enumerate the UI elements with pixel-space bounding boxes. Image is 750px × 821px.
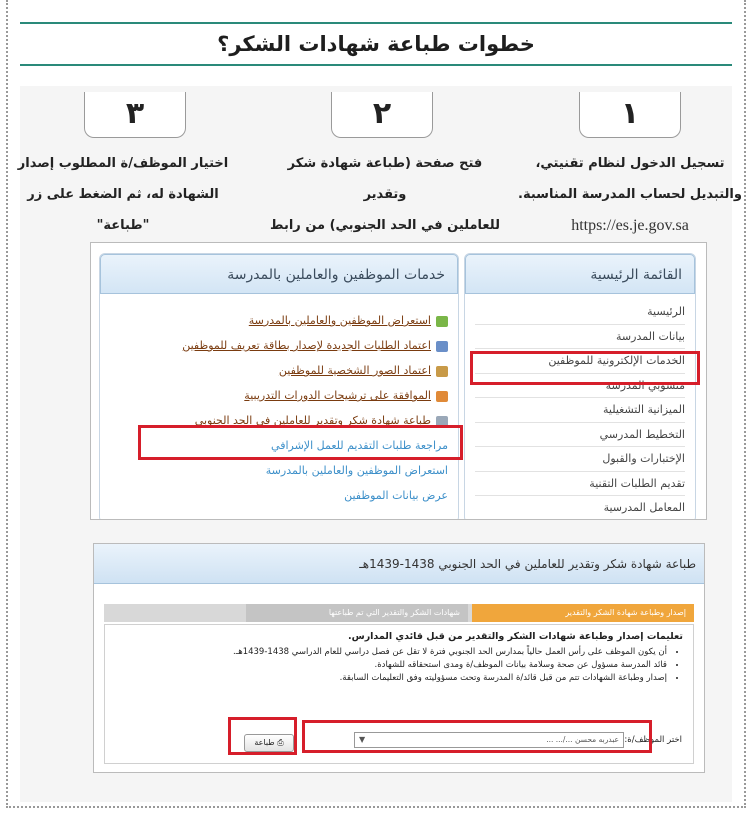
service-item-staff-data[interactable]: عرض بيانات الموظفين bbox=[344, 489, 448, 502]
print-tabs bbox=[104, 604, 694, 622]
step-3-line-3: "طباعة" bbox=[96, 218, 150, 233]
print-button-label: طباعة bbox=[254, 738, 275, 747]
service-link-label[interactable]: طباعة شهادة شكر وتقدير للعاملين في الحد الجنوبي bbox=[194, 414, 431, 427]
service-link-training[interactable] bbox=[110, 383, 448, 408]
service-link-staff[interactable] bbox=[110, 308, 448, 333]
instruction-item: • إصدار وطباعة الشهادات تتم من قبل قائد/ة المدرسة وتحت مسؤوليته وفق التعليمات السابقة. bbox=[115, 672, 667, 685]
menu-item-eservices[interactable]: الخدمات الإلكترونية للموظفين bbox=[475, 349, 685, 374]
step-2-number: ٢ bbox=[331, 92, 433, 138]
menu-item-planning[interactable]: التخطيط المدرسي bbox=[475, 423, 685, 448]
services-panel-title: خدمات الموظفين والعاملين بالمدرسة bbox=[100, 254, 458, 294]
highlight-certificate-link bbox=[138, 425, 463, 460]
service-link-label[interactable]: الموافقة على ترشيحات الدورات التدريبية bbox=[244, 389, 431, 402]
step-1-line-2: والتبديل لحساب المدرسة المناسبة. bbox=[518, 187, 742, 202]
menu-item-labs[interactable]: المعامل المدرسية bbox=[475, 496, 685, 520]
page-title-bar bbox=[20, 22, 732, 66]
step-1-number: ١ bbox=[579, 92, 681, 138]
service-link-label[interactable]: اعتماد الصور الشخصية للموظفين bbox=[278, 364, 431, 377]
menu-item-home[interactable]: الرئيسية bbox=[475, 300, 685, 325]
employee-select-label: اختر الموظف/ة: bbox=[624, 735, 682, 745]
step-1-line-1: تسجيل الدخول لنظام تقنيتي، bbox=[535, 156, 725, 171]
step-2-line-1: فتح صفحة (طباعة شهادة شكر وتقدير bbox=[287, 156, 483, 202]
id-card-icon bbox=[436, 341, 448, 352]
highlight-eservices bbox=[470, 351, 700, 385]
chevron-down-icon: ▼ bbox=[359, 735, 366, 744]
service-link-label[interactable]: اعتماد الطلبات الجديدة لإصدار بطاقة تعريف للموظفين bbox=[182, 339, 431, 352]
highlight-employee-select bbox=[302, 720, 652, 753]
tab-printed-certificates[interactable]: شهادات الشكر والتقدير التي تم طباعتها bbox=[246, 604, 468, 622]
menu-item-exams[interactable]: الإختبارات والقبول bbox=[475, 447, 685, 472]
service-item-staff-list[interactable]: استعراض الموظفين والعاملين بالمدرسة bbox=[265, 464, 448, 477]
service-link-id-cards[interactable] bbox=[110, 333, 448, 358]
main-menu-title: القائمة الرئيسية bbox=[465, 254, 695, 294]
employee-select-value: عبدربه محسن .../... ... bbox=[546, 735, 619, 744]
menu-item-staff[interactable]: منسوبي المدرسة bbox=[475, 374, 685, 399]
page-title: خطوات طباعة شهادات الشكر؟ bbox=[217, 32, 535, 56]
menu-item-school-data[interactable]: بيانات المدرسة bbox=[475, 325, 685, 350]
main-menu-panel bbox=[464, 253, 696, 520]
service-item-supervision[interactable]: مراجعة طلبات التقديم للعمل الإشرافي bbox=[271, 439, 448, 452]
highlight-print-button bbox=[228, 717, 297, 755]
menu-item-tech-requests[interactable]: تقديم الطلبات التقنية bbox=[475, 472, 685, 497]
step-2-line-2: للعاملين في الحد الجنوبي) من رابط bbox=[270, 218, 500, 233]
service-link-label[interactable]: استعراض الموظفين والعاملين بالمدرسة bbox=[248, 314, 431, 327]
services-panel bbox=[99, 253, 459, 520]
step-3-text bbox=[8, 148, 238, 241]
step-3-number: ٣ bbox=[84, 92, 186, 138]
instructions-title: تعليمات إصدار وطباعة شهادات الشكر والتقدير من قبل قائدي المدارس. bbox=[347, 631, 683, 642]
service-link-photos[interactable] bbox=[110, 358, 448, 383]
people-icon bbox=[436, 316, 448, 327]
menu-item-budget[interactable]: الميزانية التشغيلية bbox=[475, 398, 685, 423]
instruction-item: • أن يكون الموظف على رأس العمل حالياً بمدارس الحد الجنوبي فترة لا تقل عن فصل دراسي للعام الدراسي 1438-1439هـ. bbox=[115, 646, 667, 659]
step-3-line-1: اختيار الموظف/ة المطلوب إصدار bbox=[17, 156, 229, 171]
folder-icon bbox=[436, 391, 448, 402]
tab-issue-print[interactable]: إصدار وطباعة شهادة الشكر والتقدير bbox=[472, 604, 694, 622]
photo-icon bbox=[436, 366, 448, 377]
step-1-url: https://es.je.gov.sa bbox=[571, 217, 689, 234]
step-3-line-2: الشهادة له، ثم الضغط على زر bbox=[27, 187, 219, 202]
printer-icon: ⎙ bbox=[274, 738, 284, 747]
instruction-item: • قائد المدرسة مسؤول عن صحة وسلامة بيانات الموظف/ة ومدى استحقاقه للشهادة. bbox=[115, 659, 667, 672]
step-1-text bbox=[515, 148, 745, 241]
print-page-title: طباعة شهادة شكر وتقدير للعاملين في الحد الجنوبي 1438-1439هـ bbox=[94, 544, 704, 584]
